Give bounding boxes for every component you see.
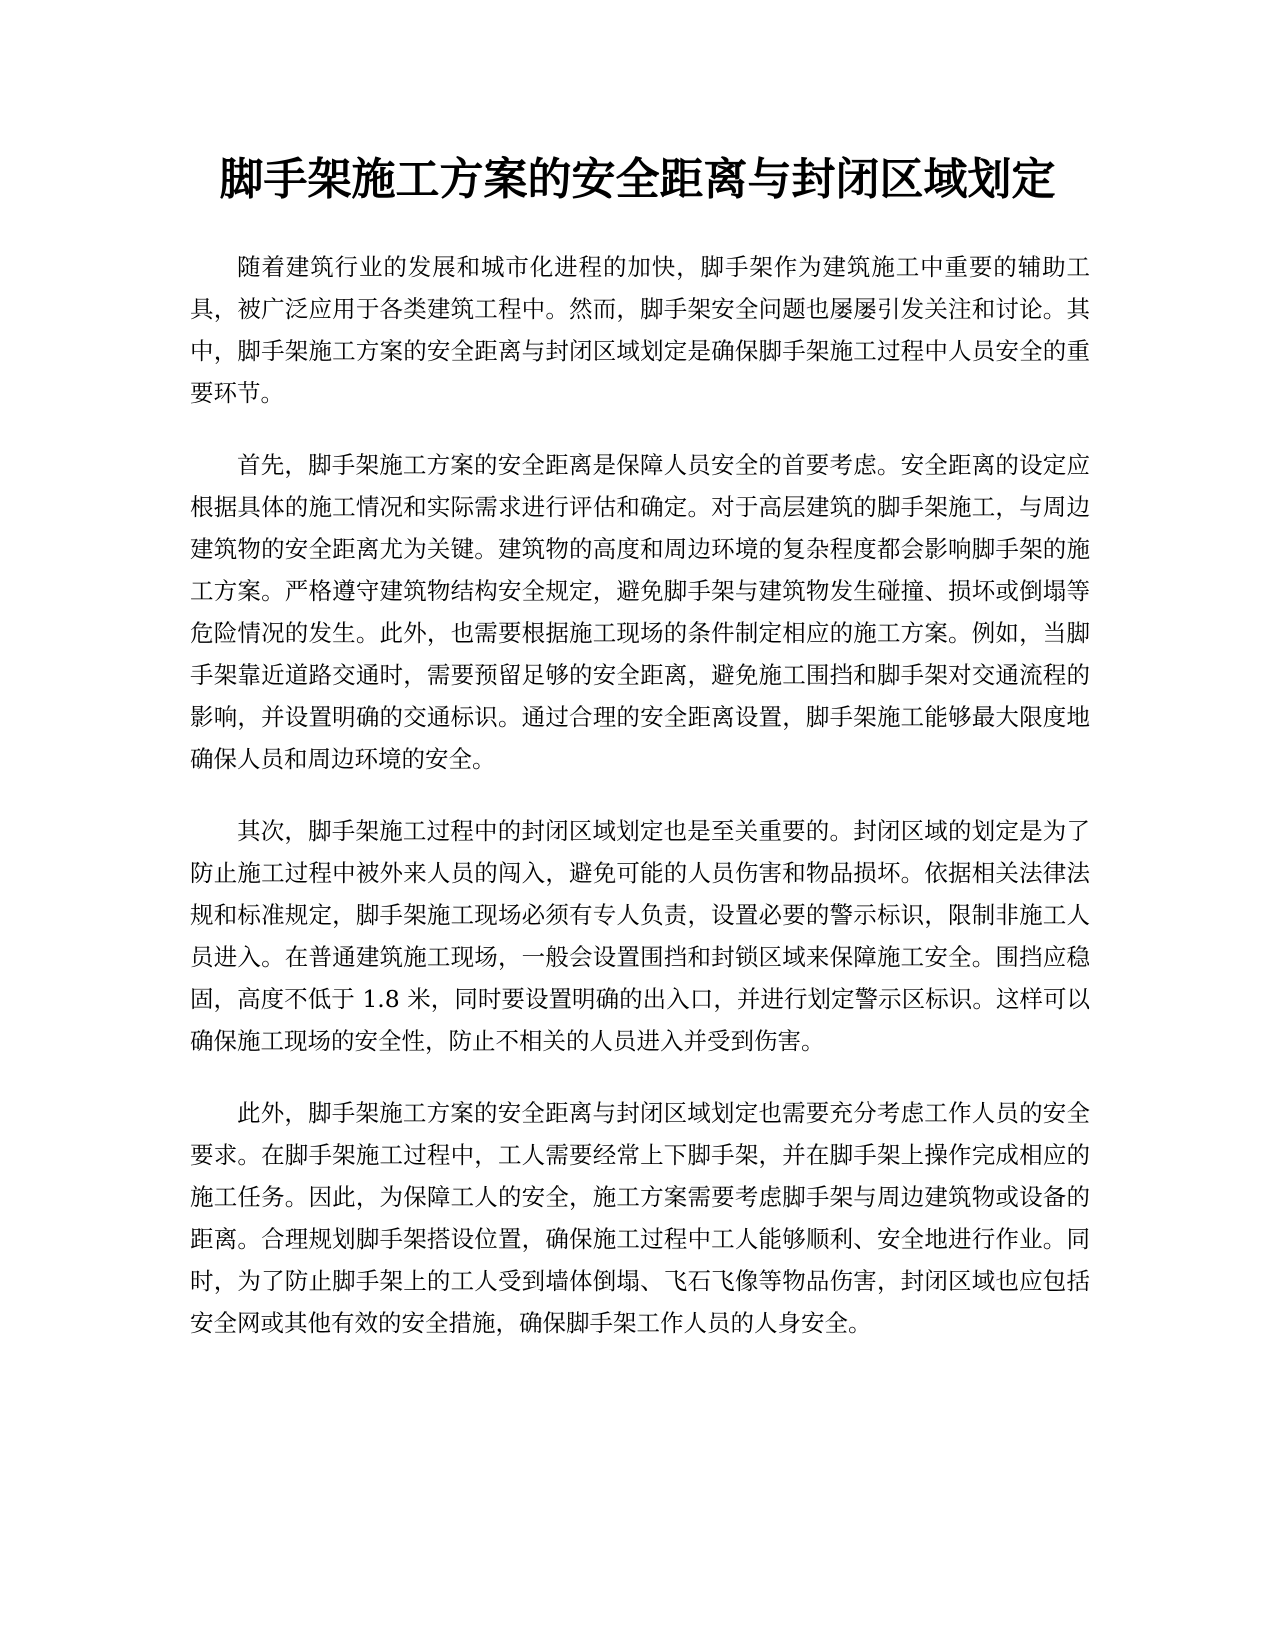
paragraph-intro: 随着建筑行业的发展和城市化进程的加快，脚手架作为建筑施工中重要的辅助工具，被广泛应用于各类建筑工程中。然而，脚手架安全问题也屡屡引发关注和讨论。其中，脚手架施工方案的安全距离与封闭区域划定是确保脚手架施工过程中人员安全的重要环节。 (190, 253, 1090, 407)
document-title: 脚手架施工方案的安全距离与封闭区域划定 (219, 154, 1056, 205)
paragraph-safety-distance: 首先，脚手架施工方案的安全距离是保障人员安全的首要考虑。安全距离的设定应根据具体的施工情况和实际需求进行评估和确定。对于高层建筑的脚手架施工，与周边建筑物的安全距离尤为关键。建筑物的高度和周边环境的复杂程度都会影响脚手架的施工方案。严格遵守建筑物结构安全规定，避免脚手架与建筑物发生碰撞、损坏或倒塌等危险情况的发生。此外，也需要根据施工现场的条件制定相应的施工方案。例如，当脚手架靠近道路交通时，需要预留足够的安全距离，避免施工围挡和脚手架对交通流程的影响，并设置明确的交通标识。通过合理的安全距离设置，脚手架施工能够最大限度地确保人员和周边环境的安全。 (190, 451, 1090, 773)
document-body (190, 246, 1090, 1374)
paragraph-worker-safety: 此外，脚手架施工方案的安全距离与封闭区域划定也需要充分考虑工作人员的安全要求。在脚手架施工过程中，工人需要经常上下脚手架，并在脚手架上操作完成相应的施工任务。因此，为保障工人的安全，施工方案需要考虑脚手架与周边建筑物或设备的距离。合理规划脚手架搭设位置，确保施工过程中工人能够顺利、安全地进行作业。同时，为了防止脚手架上的工人受到墙体倒塌、飞石飞像等物品伤害，封闭区域也应包括安全网或其他有效的安全措施，确保脚手架工作人员的人身安全。 (190, 1099, 1090, 1337)
paragraph-enclosed-area: 其次，脚手架施工过程中的封闭区域划定也是至关重要的。封闭区域的划定是为了防止施工过程中被外来人员的闯入，避免可能的人员伤害和物品损坏。依据相关法律法规和标准规定，脚手架施工现场必须有专人负责，设置必要的警示标识，限制非施工人员进入。在普通建筑施工现场，一般会设置围挡和封锁区域来保障施工安全。围挡应稳固，高度不低于 1.8 米，同时要设置明确的出入口，并进行划定警示区标识。这样可以确保施工现场的安全性，防止不相关的人员进入并受到伤害。 (190, 817, 1090, 1055)
